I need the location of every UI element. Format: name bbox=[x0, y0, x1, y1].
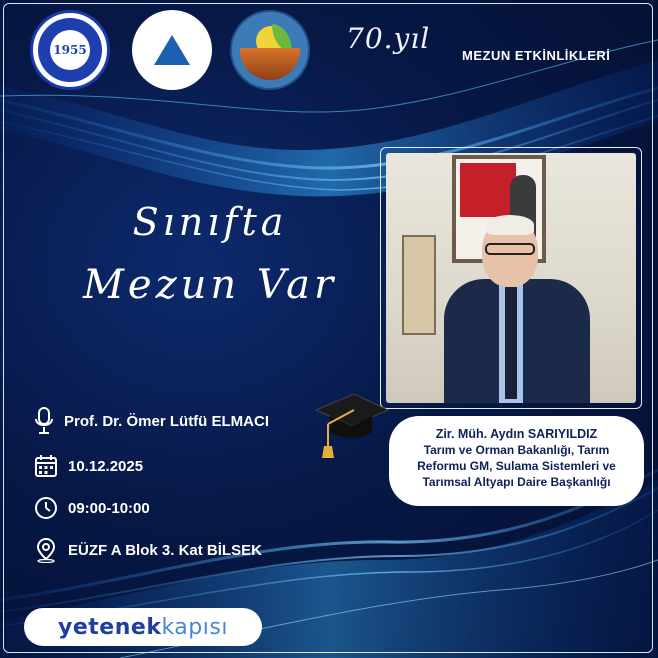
anniversary-mark: 70.yıl bbox=[346, 22, 431, 55]
clock-icon bbox=[34, 496, 58, 520]
time-row bbox=[34, 496, 150, 520]
speaker-card bbox=[389, 416, 644, 506]
speaker-photo bbox=[386, 153, 636, 403]
ege-logo-year: 1955 bbox=[53, 43, 87, 57]
event-location: EÜZF A Blok 3. Kat BİLSEK bbox=[68, 541, 262, 559]
moderator-row bbox=[34, 407, 269, 435]
graduation-cap-icon bbox=[314, 380, 390, 460]
speaker-name: Zir. Müh. Aydın SARIYILDIZ bbox=[435, 427, 598, 441]
ege-university-logo bbox=[30, 10, 110, 90]
map-pin-icon bbox=[34, 537, 58, 563]
alumni-office-logo bbox=[132, 10, 212, 90]
calendar-icon bbox=[34, 454, 58, 478]
speaker-photo-frame bbox=[380, 147, 642, 409]
location-row bbox=[34, 537, 262, 563]
event-title-line2: Mezun Var bbox=[82, 262, 338, 308]
speaker-position: Tarım ve Orman Bakanlığı, Tarım Reformu GM, Sulama Sistemleri ve Tarımsal Altyapı Daire Başkanlığı bbox=[417, 443, 616, 489]
event-time: 09:00-10:00 bbox=[68, 499, 150, 517]
event-date: 10.12.2025 bbox=[68, 457, 144, 475]
event-series-title: MEZUN ETKİNLİKLERİ bbox=[462, 48, 611, 63]
agriculture-faculty-logo bbox=[230, 10, 310, 90]
date-row bbox=[34, 454, 143, 478]
yetenek-kapisi-logo bbox=[24, 608, 262, 646]
brand-part2: kapısı bbox=[161, 614, 228, 640]
moderator-name: Prof. Dr. Ömer Lütfü ELMACI bbox=[64, 412, 270, 430]
event-title-line1: Sınıfta bbox=[132, 200, 288, 244]
brand-part1: yetenek bbox=[58, 614, 162, 640]
microphone-icon bbox=[34, 407, 54, 435]
